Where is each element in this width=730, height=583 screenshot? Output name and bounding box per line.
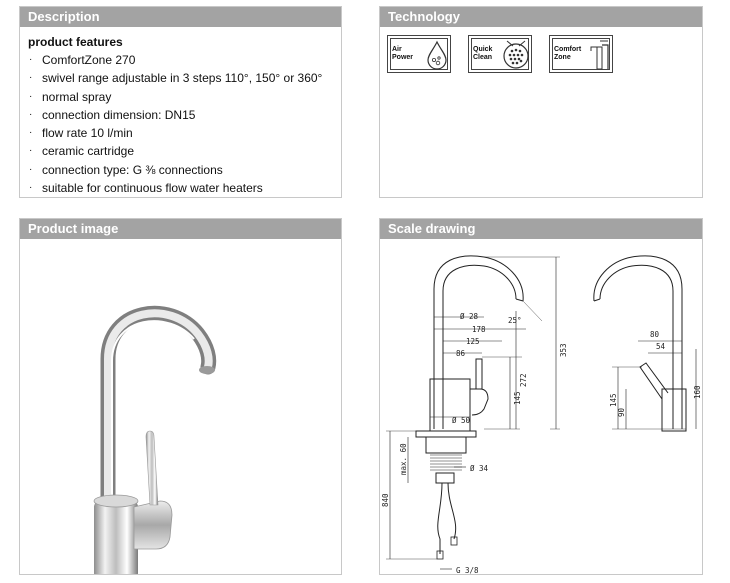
dim-840: 840 — [381, 493, 390, 507]
product-image-header: Product image — [20, 219, 341, 239]
features-title: product features — [28, 35, 123, 49]
dim-d34: Ø 34 — [470, 464, 489, 473]
feature-item: · connection type: G ⅜ connections — [29, 162, 223, 177]
quick-clean-badge: Quick Clean — [468, 35, 532, 73]
feature-item: · flow rate 10 l/min — [29, 126, 133, 141]
feature-item: · normal spray — [29, 89, 112, 104]
scale-drawing-header: Scale drawing — [380, 219, 702, 239]
feature-item: · ComfortZone 270 — [29, 53, 136, 67]
dim-125: 125 — [466, 337, 480, 346]
feature-item: · ceramic cartridge — [29, 144, 135, 159]
faucet-photo — [20, 239, 341, 574]
dim-g38: G 3/8 — [456, 566, 479, 574]
feature-item: · connection dimension: DN15 — [29, 107, 196, 122]
dim-145-side: 145 — [609, 393, 618, 407]
product-image-panel — [19, 218, 342, 575]
dim-145: 145 — [513, 391, 522, 405]
scale-drawing-panel — [379, 218, 703, 575]
dim-54: 54 — [656, 342, 666, 351]
technology-panel — [379, 6, 703, 198]
dim-max60: max. 60 — [399, 443, 408, 475]
description-panel — [19, 6, 342, 198]
feature-item: · swivel range adjustable in 3 steps 110°, 150° or 360° — [29, 71, 323, 86]
dim-86: 86 — [456, 349, 466, 358]
dim-90: 90 — [617, 407, 626, 417]
description-header: Description — [20, 7, 341, 27]
dim-178: 178 — [472, 325, 486, 334]
dim-272: 272 — [519, 373, 528, 387]
feature-item: · suitable for continuous flow water heaters — [29, 181, 263, 196]
air-power-badge: Air Power — [387, 35, 451, 73]
dim-160: 160 — [693, 385, 702, 399]
comfort-zone-badge: Comfort Zone — [549, 35, 613, 73]
dim-d28: Ø 28 — [460, 312, 479, 321]
technology-header: Technology — [380, 7, 702, 27]
dim-353: 353 — [559, 343, 568, 357]
air-drop-icon — [424, 40, 450, 70]
dim-25deg: 25° — [508, 316, 522, 325]
dim-d50: Ø 50 — [452, 416, 471, 425]
spray-disc-icon — [501, 38, 531, 71]
features-list — [20, 51, 341, 197]
technical-drawing — [380, 239, 702, 574]
dim-80: 80 — [650, 330, 660, 339]
faucet-outline-icon — [588, 39, 612, 71]
